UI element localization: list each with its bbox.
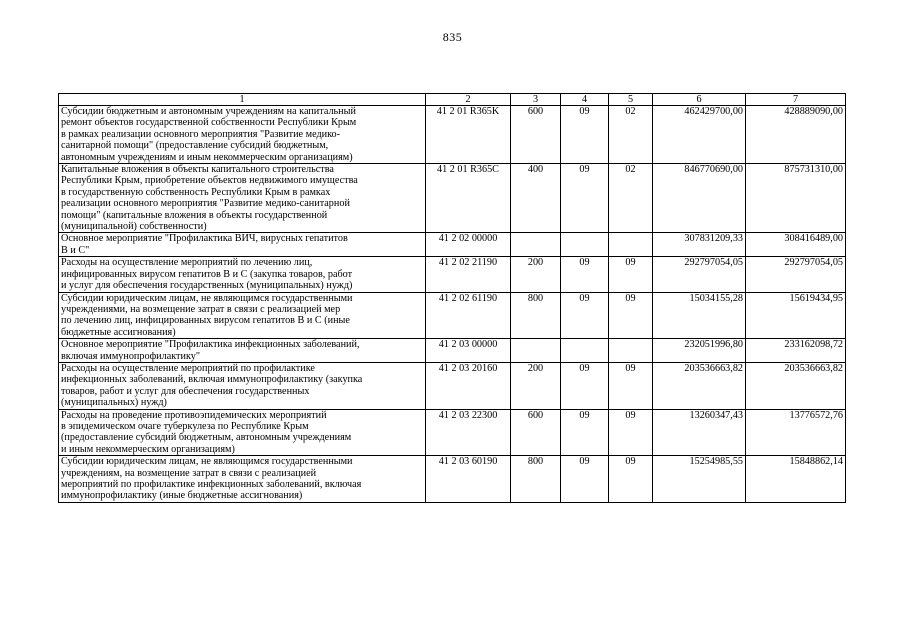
row-expense-type: 200 [511,362,561,409]
row-subsection: 02 [609,164,653,233]
row-description: Субсидии бюджетным и автономным учреждениям на капитальный ремонт объектов государственной собственности Республики Крым в рамках реализации основного мероприятия "Развитие медико- санитарной помощи" (предоставление субсидий бюджетным, автономным учреждениям и иным некоммерческим организациям) [59,106,426,164]
row-description: Расходы на проведение противоэпидемических мероприятий в эпидемическом очаге туберкулеза по Республике Крым (предоставление субсидий бюджетным, автономным учреждениям и иным некоммерческим организациям) [59,409,426,456]
table-row [59,106,846,164]
row-expense-type: 400 [511,164,561,233]
column-header: 2 [426,94,511,106]
row-section: 09 [561,409,609,456]
row-amount-col6: 15254985,55 [653,456,746,503]
row-description: Основное мероприятие "Профилактика инфекционных заболеваний, включая иммунопрофилактику" [59,339,426,363]
row-amount-col7: 15848862,14 [746,456,846,503]
row-description: Основное мероприятие "Профилактика ВИЧ, вирусных гепатитов В и С" [59,233,426,257]
row-expense-type: 800 [511,292,561,339]
column-header: 7 [746,94,846,106]
table-row [59,164,846,233]
row-amount-col7: 875731310,00 [746,164,846,233]
row-subsection: 09 [609,292,653,339]
column-header: 1 [59,94,426,106]
row-description: Субсидии юридическим лицам, не являющимся государственными учреждениям, на возмещение затрат в связи с реализацией мероприятий по профилактике инфекционных заболеваний, включая иммунопрофилактику (иные бюджетные ассигнования) [59,456,426,503]
row-target-code: 41 2 01 R365K [426,106,511,164]
row-target-code: 41 2 02 00000 [426,233,511,257]
row-expense-type: 600 [511,106,561,164]
table-row [59,362,846,409]
row-amount-col7: 13776572,76 [746,409,846,456]
row-amount-col7: 15619434,95 [746,292,846,339]
column-header: 3 [511,94,561,106]
row-section: 09 [561,362,609,409]
row-amount-col6: 846770690,00 [653,164,746,233]
row-section [561,339,609,363]
row-subsection: 09 [609,409,653,456]
table-row [59,257,846,292]
page-number: 835 [442,30,463,44]
row-subsection: 09 [609,456,653,503]
row-description: Расходы на осуществление мероприятий по профилактике инфекционных заболеваний, включая иммунопрофилактику (закупка товаров, работ и услуг для обеспечения государственных (муниципальных) нужд) [59,362,426,409]
table-row [59,292,846,339]
row-expense-type: 200 [511,257,561,292]
row-expense-type: 600 [511,409,561,456]
row-amount-col6: 203536663,82 [653,362,746,409]
row-target-code: 41 2 02 61190 [426,292,511,339]
row-subsection: 09 [609,257,653,292]
header-row [59,94,846,106]
row-section: 09 [561,292,609,339]
row-subsection: 02 [609,106,653,164]
row-target-code: 41 2 03 60190 [426,456,511,503]
row-amount-col6: 462429700,00 [653,106,746,164]
row-target-code: 41 2 03 00000 [426,339,511,363]
row-description: Расходы на осуществление мероприятий по лечению лиц, инфицированных вирусом гепатитов В и С (закупка товаров, работ и услуг для обеспечения государственных (муниципальных) нужд) [59,257,426,292]
row-expense-type [511,339,561,363]
table-row [59,456,846,503]
row-section: 09 [561,257,609,292]
table-row [59,233,846,257]
row-target-code: 41 2 01 R365C [426,164,511,233]
row-amount-col7: 292797054,05 [746,257,846,292]
row-subsection [609,339,653,363]
column-header: 6 [653,94,746,106]
column-header: 5 [609,94,653,106]
row-amount-col6: 13260347,43 [653,409,746,456]
row-amount-col6: 232051996,80 [653,339,746,363]
budget-table [58,93,846,503]
row-subsection: 09 [609,362,653,409]
row-amount-col7: 428889090,00 [746,106,846,164]
row-amount-col7: 203536663,82 [746,362,846,409]
table-body [59,106,846,503]
row-description: Капитальные вложения в объекты капитального строительства Республики Крым, приобретение объектов недвижимого имущества в государственную собственность Республики Крым в рамках реализации основного мероприятия "Развитие медико-санитарной помощи" (капитальные вложения в объекты государственной (муниципальной) собственности) [59,164,426,233]
row-amount-col7: 308416489,00 [746,233,846,257]
row-subsection [609,233,653,257]
column-header: 4 [561,94,609,106]
row-section [561,233,609,257]
row-target-code: 41 2 02 21190 [426,257,511,292]
table-header [59,94,846,106]
row-description: Субсидии юридическим лицам, не являющимся государственными учреждениями, на возмещение затрат в связи с реализацией мер по лечению лиц, инфицированных вирусом гепатитов В и С (иные бюджетные ассигнования) [59,292,426,339]
row-expense-type: 800 [511,456,561,503]
row-target-code: 41 2 03 20160 [426,362,511,409]
row-section: 09 [561,106,609,164]
row-amount-col7: 233162098,72 [746,339,846,363]
table-row [59,339,846,363]
table-row [59,409,846,456]
row-target-code: 41 2 03 22300 [426,409,511,456]
row-expense-type [511,233,561,257]
row-section: 09 [561,456,609,503]
row-section: 09 [561,164,609,233]
row-amount-col6: 292797054,05 [653,257,746,292]
row-amount-col6: 307831209,33 [653,233,746,257]
row-amount-col6: 15034155,28 [653,292,746,339]
